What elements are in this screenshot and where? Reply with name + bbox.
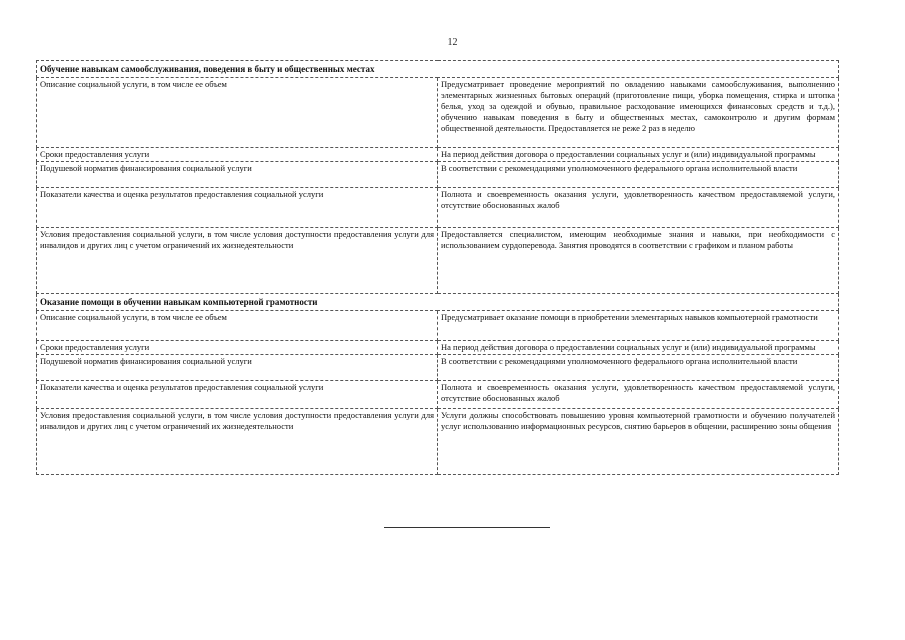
row-label: Показатели качества и оценка результатов предоставления социальной услуги [37,188,438,228]
row-value: На период действия договора о предоставлении социальных услуг и (или) индивидуальной программы [438,148,839,162]
section-title: Оказание помощи в обучении навыкам компьютерной грамотности [37,294,839,311]
table-row [37,162,839,188]
row-value: Полнота и своевременность оказания услуги, удовлетворенность качеством предоставляемой услуги, отсутствие обоснованных жалоб [438,188,839,228]
row-value: Предоставляется специалистом, имеющим необходимые знания и навыки, при необходимости с использованием сурдоперевода. Занятия проводятся в соответствии с графиком и планом работы [438,228,839,294]
page-number: 12 [447,37,458,48]
footer-divider [384,527,550,528]
table-row [37,188,839,228]
table-row [37,78,839,148]
table-row [37,228,839,294]
section-header-row [37,61,839,78]
row-label: Подушевой норматив финансирования социальной услуги [37,355,438,381]
row-value: На период действия договора о предоставлении социальных услуг и (или) индивидуальной программы [438,341,839,355]
row-label: Подушевой норматив финансирования социальной услуги [37,162,438,188]
row-label: Сроки предоставления услуги [37,341,438,355]
table-row [37,355,839,381]
table-row [37,148,839,162]
row-value: Предусматривает оказание помощи в приобретении элементарных навыков компьютерной грамотности [438,311,839,341]
row-value: В соответствии с рекомендациями уполномоченного федерального органа исполнительной власти [438,355,839,381]
row-value: Полнота и своевременность оказания услуги, удовлетворенность качеством предоставляемой услуги, отсутствие обоснованных жалоб [438,381,839,409]
row-value: Предусматривает проведение мероприятий по овладению навыками самообслуживания, выполнению элементарных жизненных бытовых операций (приготовление пищи, уборка помещения, стирка и штопка белья, уход за одеждой и обувью, правильное расходование имеющихся финансовых средств и т.д.), обучению навыкам поведения в быту и общественных местах, самоконтролю и другим формам общественной деятельности. Предоставляется не реже 2 раз в неделю [438,78,839,148]
table-row [37,311,839,341]
section-header-row [37,294,839,311]
row-label: Сроки предоставления услуги [37,148,438,162]
row-label: Показатели качества и оценка результатов предоставления социальной услуги [37,381,438,409]
table-row [37,409,839,475]
row-label: Условия предоставления социальной услуги, в том числе условия доступности предоставления услуги для инвалидов и других лиц с учетом ограничений их жизнедеятельности [37,228,438,294]
row-label: Описание социальной услуги, в том числе ее объем [37,311,438,341]
row-value: В соответствии с рекомендациями уполномоченного федерального органа исполнительной власти [438,162,839,188]
services-table [36,60,839,475]
section-title: Обучение навыкам самообслуживания, поведения в быту и общественных местах [37,61,839,78]
table-row [37,381,839,409]
row-label: Описание социальной услуги, в том числе ее объем [37,78,438,148]
row-value: Услуги должны способствовать повышению уровня компьютерной грамотности и обучению получателей услуг использованию информационных ресурсов, снятию барьеров в общении, расширению зоны общения [438,409,839,475]
table-row [37,341,839,355]
row-label: Условия предоставления социальной услуги, в том числе условия доступности предоставления услуги для инвалидов и других лиц с учетом ограничений их жизнедеятельности [37,409,438,475]
